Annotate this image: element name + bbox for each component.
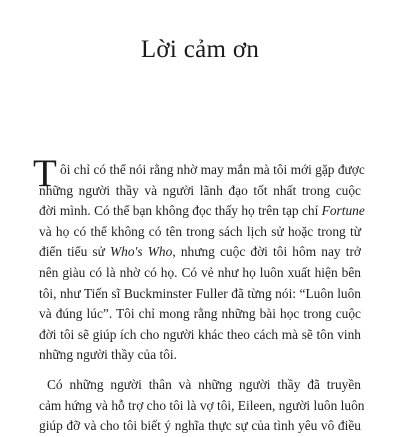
page-title: Lời cảm ơn: [140, 36, 260, 63]
paragraph-1: [33, 152, 365, 366]
text-line: ôi chỉ có thể nói rằng nhờ may mắn mà tôi mới gặp được: [60, 162, 365, 177]
text-line: và đúng lúc”. Tôi chỉ mong rằng những bài học trong cuộc: [39, 306, 361, 322]
text-line: điển tiểu sử Who's Who, nhưng cuộc đời tôi hôm nay trở: [39, 244, 361, 260]
text-line: Có những người thân và những người thầy đã truyền: [47, 376, 361, 392]
text-line: đời tôi sẽ giúp ích cho người khác theo cách mà sẽ tôn vinh: [39, 326, 361, 342]
italic-text: Fortune: [321, 203, 365, 219]
text-line: nên giàu có là nhờ có họ. Có vẻ như họ luôn xuất hiện bên: [39, 264, 361, 280]
text-line: những người thầy của tôi.: [39, 347, 177, 363]
paragraph-2: [39, 375, 365, 437]
drop-cap: T: [33, 152, 57, 195]
italic-text: Who's Who: [110, 244, 173, 260]
text-line: đời mình. Có thể bạn không đọc thấy họ trên tạp chí Fortune: [39, 203, 365, 219]
text-line: và họ có thể không có tên trong sách lịch sử hoặc trong từ: [39, 223, 361, 239]
text-line: những người thầy và người lãnh đạo tốt nhất trong cuộc: [39, 182, 361, 198]
text-line: giúp đỡ và cho tôi biết ý nghĩa thực sự của tình yêu vô điều: [39, 418, 361, 434]
text-line: tôi, như Tiến sĩ Buckminster Fuller đã từng nói: “Luôn luôn: [39, 285, 361, 301]
body-text: [33, 152, 365, 437]
text-line: cảm hứng và hỗ trợ cho tôi là vợ tôi, Eileen, người luôn luôn: [39, 397, 365, 413]
